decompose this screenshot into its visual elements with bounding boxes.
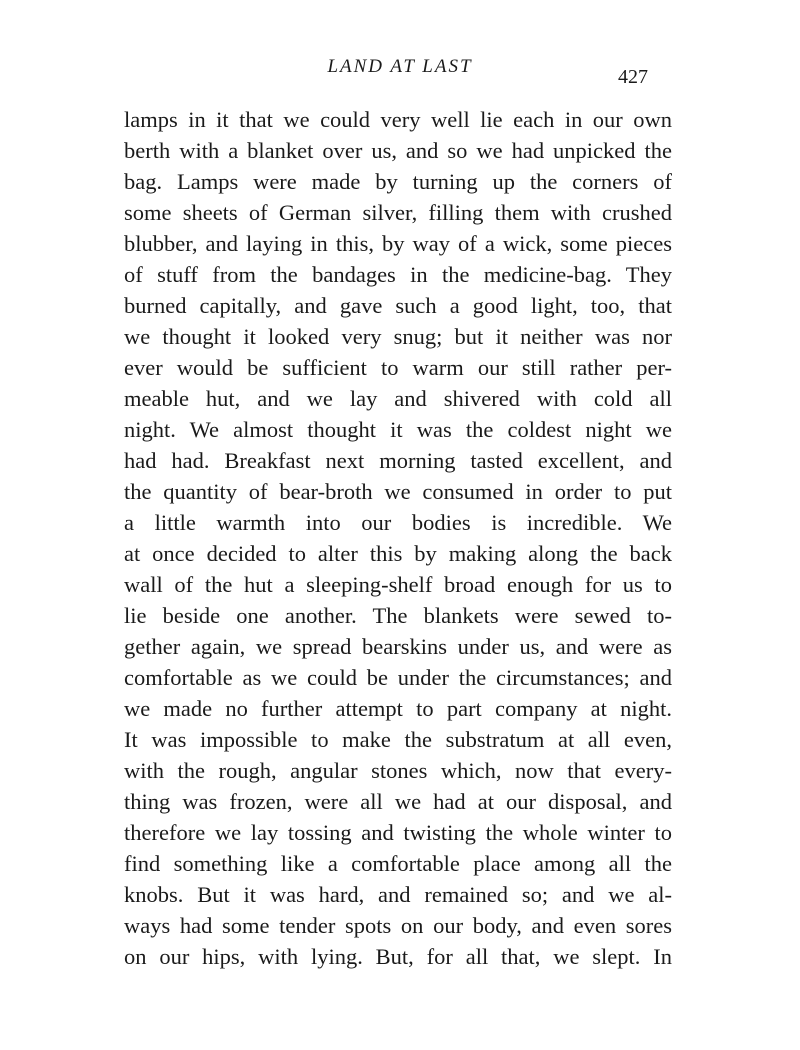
text-line: wall of the hut a sleeping-shelf broad enough for us to (124, 572, 672, 597)
text-line: berth with a blanket over us, and so we had unpicked the (124, 138, 672, 163)
text-line: bag. Lamps were made by turning up the corners of (124, 169, 672, 194)
text-line: burned capitally, and gave such a good light, too, that (124, 293, 672, 318)
text-line: on our hips, with lying. But, for all that, we slept. In (124, 944, 672, 969)
text-line: therefore we lay tossing and twisting the whole winter to (124, 820, 672, 845)
text-line: of stuff from the bandages in the medicine-bag. They (124, 262, 672, 287)
text-line: at once decided to alter this by making along the back (124, 541, 672, 566)
text-line: It was impossible to make the substratum at all even, (124, 727, 672, 752)
page-number: 427 (618, 66, 648, 88)
text-line: the quantity of bear-broth we consumed in order to put (124, 479, 672, 504)
text-line: we thought it looked very snug; but it neither was nor (124, 324, 672, 349)
text-line: gether again, we spread bearskins under us, and were as (124, 634, 672, 659)
text-line: lamps in it that we could very well lie each in our own (124, 107, 672, 132)
text-line: ever would be sufficient to warm our still rather per- (124, 355, 672, 380)
text-line: we made no further attempt to part company at night. (124, 696, 672, 721)
text-line: a little warmth into our bodies is incredible. We (124, 510, 672, 535)
text-line: ways had some tender spots on our body, and even sores (124, 913, 672, 938)
text-line: some sheets of German silver, filling them with crushed (124, 200, 672, 225)
text-line: had had. Breakfast next morning tasted excellent, and (124, 448, 672, 473)
text-line: night. We almost thought it was the coldest night we (124, 417, 672, 442)
body-text (124, 104, 672, 972)
text-line: blubber, and laying in this, by way of a wick, some pieces (124, 231, 672, 256)
text-line: meable hut, and we lay and shivered with cold all (124, 386, 672, 411)
text-line: with the rough, angular stones which, now that every- (124, 758, 672, 783)
text-line: find something like a comfortable place among all the (124, 851, 672, 876)
text-line: knobs. But it was hard, and remained so; and we al- (124, 882, 672, 907)
text-line: comfortable as we could be under the circumstances; and (124, 665, 672, 690)
running-head: LAND AT LAST (327, 56, 473, 77)
text-line: thing was frozen, were all we had at our disposal, and (124, 789, 672, 814)
text-line: lie beside one another. The blankets were sewed to- (124, 603, 672, 628)
